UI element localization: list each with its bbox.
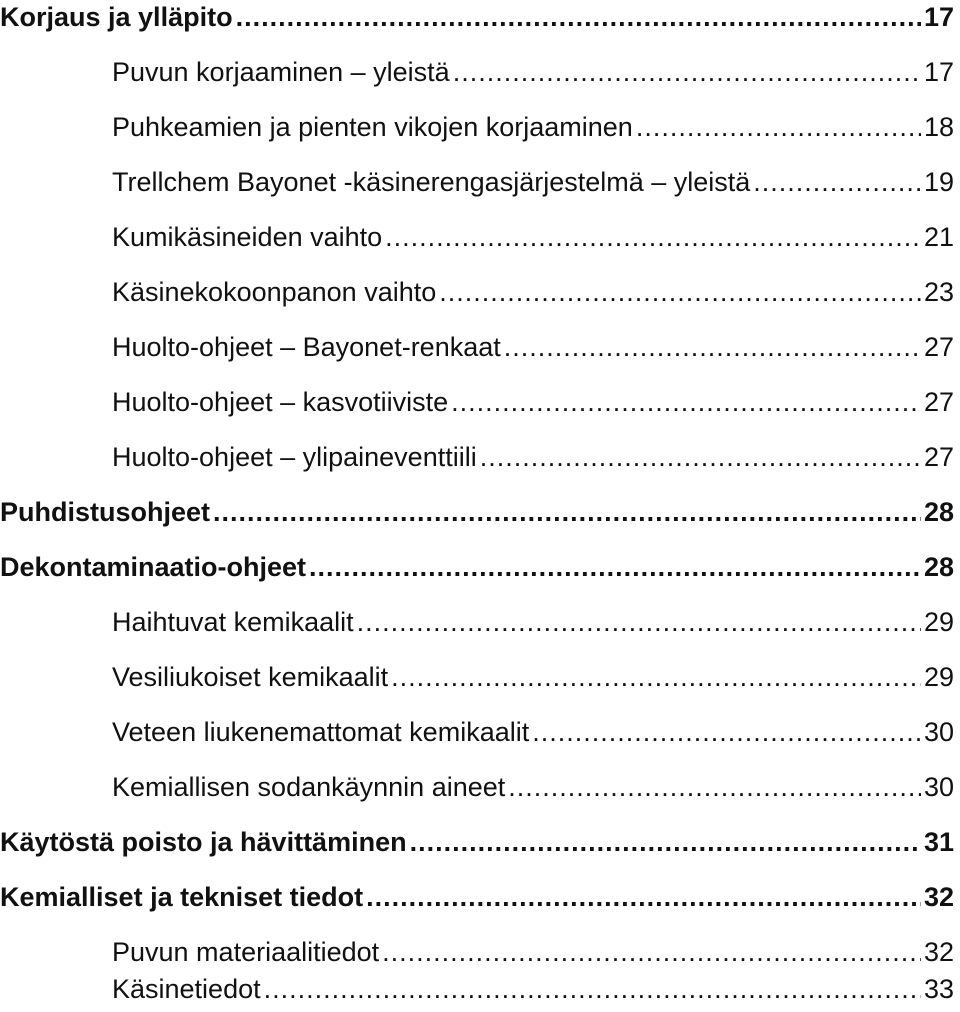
toc-dot-leader <box>451 382 921 422</box>
toc-entry-title: Käsinetiedot <box>112 974 261 1004</box>
toc-entry-title: Huolto-ohjeet – kasvotiiviste <box>112 387 449 417</box>
toc-entry[interactable] <box>0 657 954 697</box>
toc-dot-leader <box>410 822 921 862</box>
toc-entry-title: Kemialliset ja tekniset tiedot <box>0 882 364 912</box>
toc-entry-title: Puvun korjaaminen – yleistä <box>112 57 450 87</box>
toc-page-number: 17 <box>923 2 954 32</box>
toc-entry[interactable] <box>0 107 954 147</box>
toc-dot-leader <box>480 437 921 477</box>
toc-dot-leader <box>213 492 921 532</box>
toc-page-number: 33 <box>923 974 954 1004</box>
toc-entry-title: Käytöstä poisto ja hävittäminen <box>0 827 407 857</box>
toc-dot-leader <box>264 969 921 1009</box>
toc-dot-leader <box>439 272 921 312</box>
toc-dot-leader <box>382 932 921 972</box>
toc-dot-leader <box>636 107 921 147</box>
toc-page-number: 32 <box>923 937 954 967</box>
toc-dot-leader <box>236 0 921 37</box>
toc-entry-title: Puhkeamien ja pienten vikojen korjaaminen <box>112 112 633 142</box>
toc-page-number: 28 <box>923 552 954 582</box>
toc-entry-title: Trellchem Bayonet -käsinerengasjärjestelmä – yleistä <box>112 167 751 197</box>
toc-entry-title: Kumikäsineiden vaihto <box>112 222 383 252</box>
toc-entry[interactable] <box>0 602 954 642</box>
toc-page-number: 28 <box>923 497 954 527</box>
toc-entry[interactable] <box>0 822 954 862</box>
toc-entry-title: Korjaus ja ylläpito <box>0 2 233 32</box>
toc-entry[interactable] <box>0 969 954 1009</box>
toc-entry[interactable] <box>0 162 954 202</box>
toc-page-number: 18 <box>923 112 954 142</box>
toc-page-number: 27 <box>923 442 954 472</box>
toc-page-number: 17 <box>923 57 954 87</box>
toc-dot-leader <box>391 657 921 697</box>
toc-dot-leader <box>504 327 921 367</box>
toc-dot-leader <box>385 217 921 257</box>
toc-entry[interactable] <box>0 217 954 257</box>
toc-page-number: 29 <box>923 662 954 692</box>
toc-entry[interactable] <box>0 877 954 917</box>
toc-dot-leader <box>453 52 921 92</box>
toc-page-number: 31 <box>923 827 954 857</box>
toc-page-number: 30 <box>923 717 954 747</box>
toc-entry-title: Puhdistusohjeet <box>0 497 211 527</box>
toc-entry[interactable] <box>0 382 954 422</box>
toc-entry[interactable] <box>0 547 954 587</box>
toc-entry-title: Haihtuvat kemikaalit <box>112 607 354 637</box>
toc-dot-leader <box>366 877 921 917</box>
toc-page-number: 32 <box>923 882 954 912</box>
toc-entry[interactable] <box>0 767 954 807</box>
toc-page-number: 27 <box>923 387 954 417</box>
toc-dot-leader <box>753 162 921 202</box>
toc-page-number: 23 <box>923 277 954 307</box>
toc-entry[interactable] <box>0 52 954 92</box>
toc-entry-title: Kemiallisen sodankäynnin aineet <box>112 772 506 802</box>
toc-entry[interactable] <box>0 327 954 367</box>
toc-dot-leader <box>309 547 921 587</box>
toc-entry[interactable] <box>0 437 954 477</box>
toc-dot-leader <box>532 712 921 752</box>
toc-entry[interactable] <box>0 492 954 532</box>
toc-page-number: 29 <box>923 607 954 637</box>
toc-entry-title: Huolto-ohjeet – Bayonet-renkaat <box>112 332 501 362</box>
toc-page-number: 30 <box>923 772 954 802</box>
toc-dot-leader <box>357 602 921 642</box>
toc-page-number: 19 <box>923 167 954 197</box>
toc-entry-title: Puvun materiaalitiedot <box>112 937 380 967</box>
toc-entry-title: Dekontaminaatio-ohjeet <box>0 552 307 582</box>
toc-dot-leader <box>508 767 921 807</box>
toc-entry-title: Veteen liukenemattomat kemikaalit <box>112 717 530 747</box>
toc-page-number: 21 <box>923 222 954 252</box>
toc-page-number: 27 <box>923 332 954 362</box>
toc-entry[interactable] <box>0 932 954 972</box>
toc-entry-title: Vesiliukoiset kemikaalit <box>112 662 389 692</box>
toc-entry[interactable] <box>0 712 954 752</box>
toc-entry[interactable] <box>0 272 954 312</box>
toc-entry[interactable] <box>0 0 954 37</box>
toc-entry-title: Huolto-ohjeet – ylipaineventtiili <box>112 442 477 472</box>
toc-entry-title: Käsinekokoonpanon vaihto <box>112 277 437 307</box>
